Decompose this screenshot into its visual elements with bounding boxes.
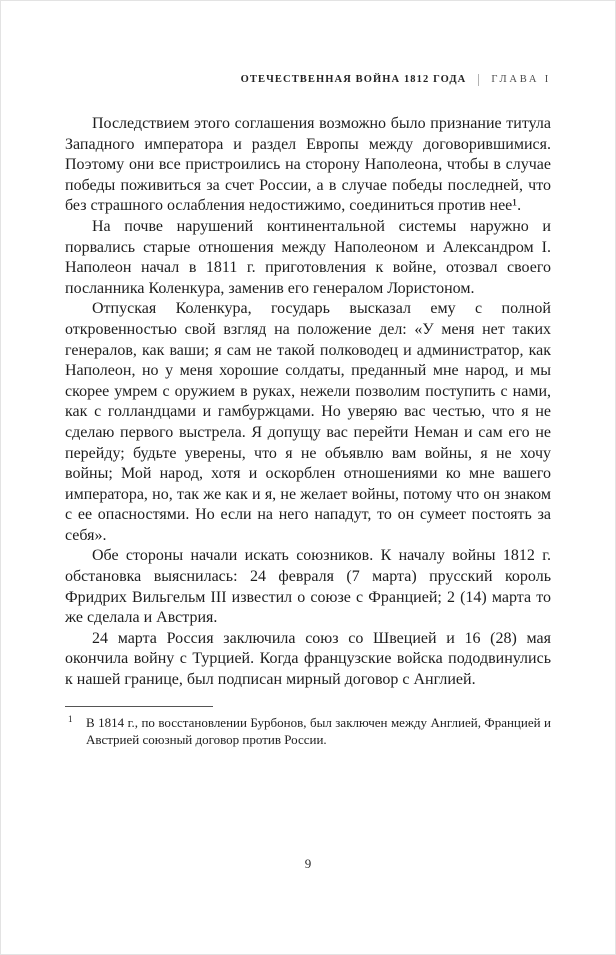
paragraph: 24 марта Россия заключила союз со Швецией и 16 (28) мая окончила войну с Турцией. Когда французские войска пододвинулись к нашей границе, был подписан мирный договор с Англией. <box>65 629 551 689</box>
paragraph: Отпуская Коленкура, государь высказал ему с полной откровенностью свой взгляд на положение дел: «У меня нет таких генералов, как ваши; я сам не такой полководец и администратор, как Наполеон, но у меня хорошие солдаты, преданный мне народ, и мы скорее умрем с оружием в руках, нежели позволим поступить с нами, как с голландцами и гамбуржцами. Но уверяю вас честью, что я не сделаю первого выстрела. Я допущу вас перейти Неман и сам его не перейду; будьте уверены, что я не объявлю вам войны, я не хочу войны; Мой народ, хотя и оскорблен отношениями ко мне вашего императора, но, так же как и я, не желает войны, потому что он знаком с ее опасностями. Но если на него нападут, то он сумеет постоять за себя». <box>65 300 551 544</box>
footnote-text: В 1814 г., по восстановлении Бурбонов, был заключен между Англией, Францией и Австрией союзный договор против России. <box>86 714 551 748</box>
header-separator <box>478 74 479 86</box>
paragraph: Обе стороны начали искать союзников. К началу войны 1812 г. обстановка выяснилась: 24 февраля (7 марта) прусский король Фридрих Вильгельм III известил о союзе с Францией; 2 (14) марта то же сделала и Австрия. <box>65 547 551 627</box>
running-title: ОТЕЧЕСТВЕННАЯ ВОЙНА 1812 ГОДА <box>240 74 467 85</box>
footnote-marker: 1 <box>68 713 73 724</box>
footnote-rule <box>65 706 213 707</box>
paragraph: На почве нарушений континентальной системы наружно и порвались старые отношения между Наполеоном и Александром I. Наполеон начал в 1811 г. приготовления к войне, отозвал своего посланника Коленкура, заменив его генералом Лористоном. <box>65 217 551 297</box>
footnote <box>65 714 551 749</box>
page-number: 9 <box>304 856 312 871</box>
running-header <box>65 73 551 86</box>
chapter-label: ГЛАВА I <box>491 74 551 85</box>
body-text <box>65 114 551 691</box>
paragraph: Последствием этого соглашения возможно было признание титула Западного императора и раздел Европы между договорившимися. Поэтому они все пристроились на сторону Наполеона, чтобы в случае победы поживиться за счет России, а в случае победы последней, что без страшного ослабления недостижимо, соединиться против нее¹. <box>65 115 551 215</box>
spacer <box>65 749 551 870</box>
